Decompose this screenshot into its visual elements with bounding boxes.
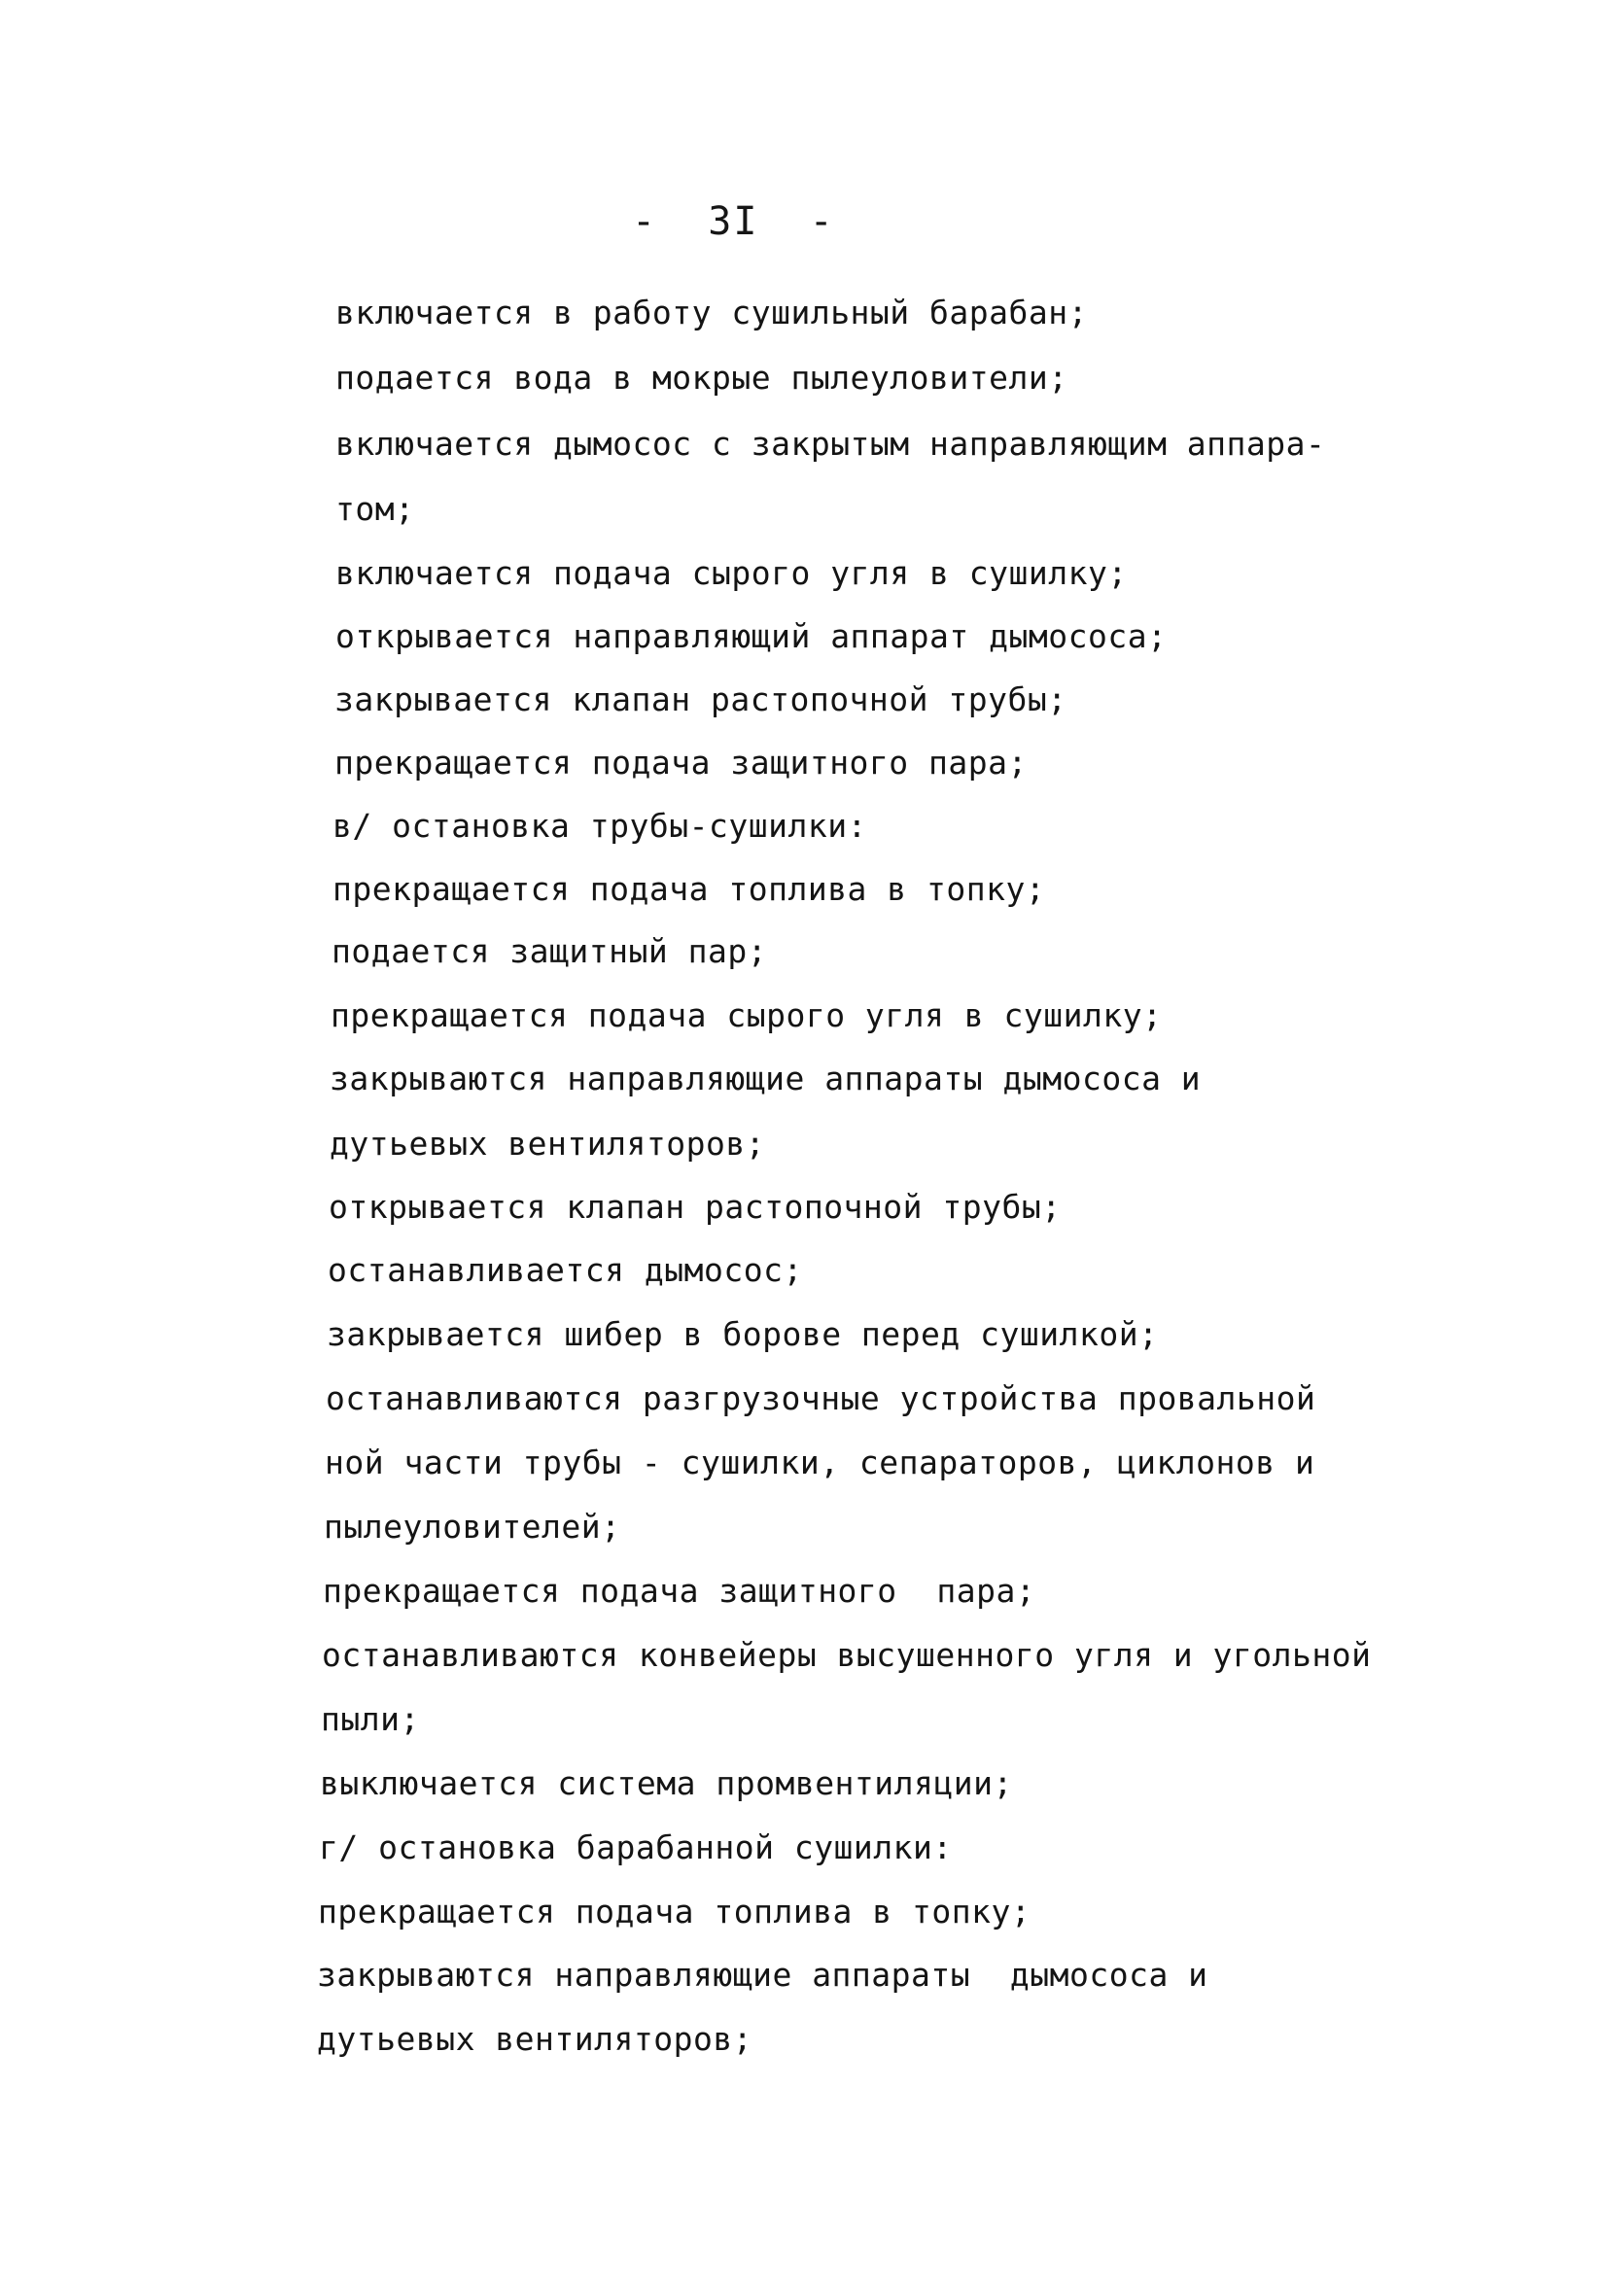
text-line: открывается направляющий аппарат дымососа; [335, 617, 1168, 655]
page-number: - 3I - [632, 199, 835, 244]
text-line: г/ остановка барабанной сушилки: [319, 1828, 953, 1866]
text-line: закрывается шибер в борове перед сушилкой; [327, 1315, 1159, 1353]
text-line: останавливаются разгрузочные устройства провальной [326, 1379, 1316, 1417]
text-line: ной части трубы - сушилки, сепараторов, циклонов и [325, 1444, 1315, 1481]
text-line: закрываются направляющие аппараты дымососа и [330, 1060, 1202, 1097]
text-line: закрываются направляющие аппараты дымососа и [317, 1956, 1208, 1994]
text-line: выключается система промвентиляции; [320, 1764, 1013, 1802]
text-line: прекращается подача сырого угля в сушилку; [331, 996, 1163, 1034]
text-line: дутьевых вентиляторов; [330, 1125, 766, 1163]
text-line: прекращается подача защитного пара; [323, 1572, 1036, 1610]
text-line: закрывается клапан растопочной трубы; [334, 680, 1067, 718]
text-line: дутьевых вентиляторов; [317, 2020, 753, 2058]
text-line: прекращается подача топлива в топку; [332, 870, 1046, 908]
text-line: останавливаются конвейеры высушенного угля и угольной [322, 1636, 1372, 1674]
text-line: прекращается подача топлива в топку; [318, 1893, 1031, 1931]
text-line: открывается клапан растопочной трубы; [329, 1188, 1062, 1226]
text-line: останавливается дымосос; [328, 1251, 803, 1289]
text-line: подается вода в мокрые пылеуловители; [335, 359, 1068, 397]
text-line: пылеуловителей; [324, 1508, 621, 1546]
text-line: включается в работу сушильный барабан; [335, 294, 1088, 331]
text-line: подается защитный пар; [332, 932, 768, 970]
text-line: включается дымосос с закрытым направляющим аппара- [335, 425, 1326, 463]
text-line: включается подача сырого угля в сушилку; [335, 554, 1128, 592]
text-line: пыли; [321, 1700, 420, 1738]
text-line: прекращается подача защитного пара; [334, 744, 1028, 782]
text-line: том; [335, 490, 415, 528]
text-line: в/ остановка трубы-сушилки: [332, 807, 867, 845]
